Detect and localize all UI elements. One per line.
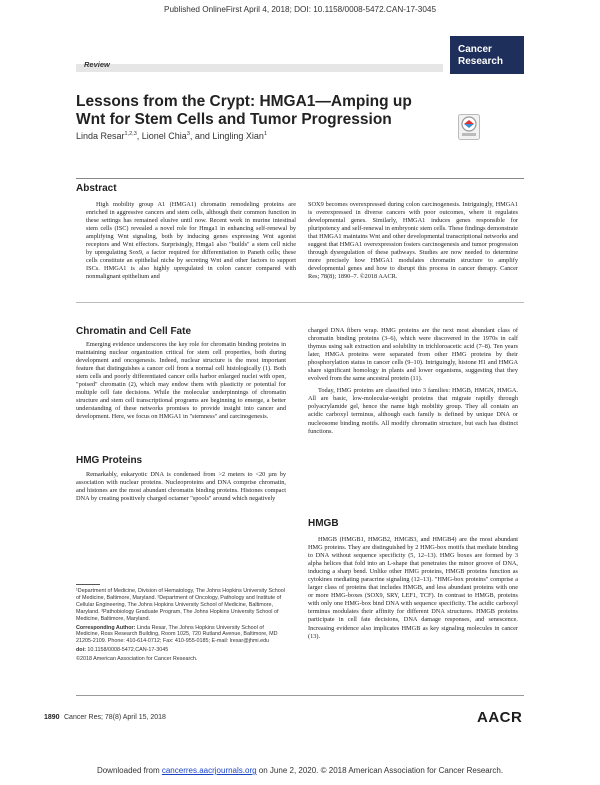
doi-value: 10.1158/0008-5472.CAN-17-3045 xyxy=(85,647,169,654)
abstract-top-rule xyxy=(76,178,524,179)
doi-footnote xyxy=(76,647,288,654)
paragraph: HMGB (HMGB1, HMGB2, HMGB3, and HMGB4) are the most abundant HMG proteins. They are distinguished by 2 HMG-box motifs that mediate binding to DNA without sequence specificity (5, 12–13). HMG boxes are formed by 3 alpha helices that fold into an L-shape that penetrates the minor groove of DNA, inducing a sharp bend. Unlike other HMG proteins, HMGB proteins function as cytokines mediating paracrine signaling (12–13). "HMG-box proteins" comprise a larger class of proteins that includes HMGB, and less abundant proteins with one or more HMG-boxes (SOX9, SRY, LEF1, TCF). In contrast to HMGB, proteins with only one HMG-box bind DNA with sequence specificity. The acidic carboxyl terminus modulates their affinity for different DNA structures. HMGB proteins participate in cell fate decisions, DNA damage responses, and senescence. Increasing evidence also implicates HMGB as key signaling molecules in cancer (13). xyxy=(308,536,518,640)
download-notice xyxy=(0,766,600,775)
author-name: , and Lingling Xian xyxy=(189,131,264,141)
journal-site-link[interactable]: cancerres.aacrjournals.org xyxy=(161,766,257,775)
section-body-hmgb xyxy=(308,536,518,653)
section-heading-hmgb: HMGB xyxy=(308,518,339,529)
right-column-body xyxy=(308,327,518,513)
abstract-right-column: SOX9 becomes overexpressed during colon carcinogenesis. Intriguingly, HMGA1 is overexpressed in diverse cancers with poor outcomes, where it regulates developmental genes. Similarly, HMGA1 induces genes responsible for pluripotency and self-renewal in embryonic stem cells. These findings demonstrate that HMGA1 maintains Wnt and other developmental transcriptional networks and suggest that HMGA1 overexpression fosters carcinogenesis and tumor progression through dysregulation of these pathways. Studies are now needed to determine more precisely how HMGA1 modulates chromatin structure to amplify developmental genes and how to disrupt this process in cancer therapy. Cancer Res; 78(8); 1890–7. ©2018 AACR. xyxy=(308,201,518,281)
paragraph: Today, HMG proteins are classified into 3 families: HMGB, HMGN, HMGA. All are basic, low-molecular-weight proteins that migrate rapidly through polyacrylamide gel, hence the name high mobility group. They all contain an acidic carboxyl terminus, although each family is defined by unique DNA or nucleosome binding motifs. All modify chromatin structure, but each has distinct functions. xyxy=(308,387,518,435)
journal-name-line2: Research xyxy=(458,55,504,67)
affiliations-footnote: ¹Department of Medicine, Division of Hematology, The Johns Hopkins University School of Medicine, Baltimore, Maryland. ²Department of Oncology, Pathology and Institute of Cellular Engineering, The Johns Hopkins University School of Medicine, Baltimore, Maryland. ³Pathobiology Graduate Program, The Johns Hopkins University School of Medicine, Baltimore, Maryland. xyxy=(76,588,285,622)
section-heading-hmg-proteins: HMG Proteins xyxy=(76,455,143,466)
article-title: Lessons from the Crypt: HMGA1—Amping up Wnt for Stem Cells and Tumor Progression xyxy=(76,93,412,128)
doi-label: doi: xyxy=(76,647,86,654)
author-affiliation-marker: 3 xyxy=(186,131,190,137)
section-body-hmg-proteins xyxy=(76,471,286,521)
abstract-heading: Abstract xyxy=(76,183,117,194)
section-bar xyxy=(76,64,443,72)
section-heading-chromatin: Chromatin and Cell Fate xyxy=(76,326,192,337)
published-online-banner: Published OnlineFirst April 4, 2018; DOI: 10.1158/0008-5472.CAN-17-3045 xyxy=(163,5,437,14)
paragraph: Remarkably, eukaryotic DNA is condensed from >2 meters to <20 µm by association with nuclear proteins. Nucleoproteins and DNA comprise chromatin, and histones are the most abundant chromatin binding proteins. Histones compact DNA by creating positively charged octamer "spools" around which negatively xyxy=(76,471,286,503)
crossmark-icon[interactable] xyxy=(458,114,480,140)
journal-citation: Cancer Res; 78(8) April 15, 2018 xyxy=(64,714,166,721)
paragraph: charged DNA fibers wrap. HMG proteins are the next most abundant class of chromatin binding proteins (3–6), which were discovered in the 1970s in calf thymus using salt extraction and solubility in trichloroacetic acid (7–8). Ten years later, HMGA proteins were separated from other HMG proteins by their phosphorylation status in cancer cells (9–10). Intriguingly, histone H1 and HMGA share significant homology in plants and lower organisms, suggesting that they evolved from the same ancestral protein (11). xyxy=(308,327,518,383)
author-affiliation-marker: 1 xyxy=(263,131,267,137)
author-affiliation-marker: 1,2,3 xyxy=(124,131,137,137)
abstract-left-column: High mobility group A1 (HMGA1) chromatin remodeling proteins are enriched in aggressive cancers and stem cells, although their common function in these settings has remained elusive until now. Recent work in murine intestinal stem cells (ISC) revealed a novel role for Hmga1 in enhancing self-renewal by amplifying Wnt signaling, both by inducing genes expressing Wnt agonist receptors and Wnt effectors. Surprisingly, Hmga1 also "builds" a stem cell niche by upregulating Sox9, a factor required for differentiation to Paneth cells; these cells constitute an epithelial niche by secreting Wnt and other factors to support ISCs. HMGA1 is also highly upregulated in colon cancer compared with nonmalignant epithelium and xyxy=(86,201,296,281)
author-name: , Lionel Chia xyxy=(136,131,187,141)
corresponding-author-footnote xyxy=(76,625,288,646)
journal-brand-box xyxy=(450,36,524,74)
paragraph: Emerging evidence underscores the key role for chromatin binding proteins in maintaining nuclear organization critical for stem cell properties, both during development and oncogenesis. Indeed, nuclear structure is the most important feature that distinguishes a cancer cell from a normal cell histologically (1). Both stem cells and poorly differentiated cancer cells harbor enlarged nuclei with open, "poised" chromatin (2), which may endow them with plasticity or potential for multiple cell fate decisions. While the molecular underpinnings of chromatin structure and stem cell transcriptional programs are beginning to emerge, a better understanding of these networks promises to provide insight into cancer and development. Here, we focus on HMGA1 in "stemness" and carcinogenesis. xyxy=(76,341,286,421)
footnote-rule xyxy=(76,584,100,585)
aacr-logo: AACR xyxy=(477,709,523,726)
abstract-bottom-rule xyxy=(76,302,524,303)
download-prefix: Downloaded from xyxy=(96,766,162,775)
corresponding-author-details: Linda Resar, The Johns Hopkins University School of Medicine, Ross Research Building, Room 1025, 720 Rutland Avenue, Baltimore, MD 21205-2109. Phone: 410-614-0712; Fax: 410-955-0185; E-mail: lresar@jhmi.edu xyxy=(76,624,278,645)
journal-name-line1: Cancer xyxy=(458,44,492,55)
author-name: Linda Resar xyxy=(76,131,125,141)
section-label: Review xyxy=(84,60,110,69)
section-body-chromatin xyxy=(76,341,286,447)
footnotes xyxy=(76,588,288,665)
author-list xyxy=(76,131,267,141)
page-number: 1890 xyxy=(44,714,60,721)
footer-rule xyxy=(76,695,524,696)
download-suffix: on June 2, 2020. © 2018 American Association for Cancer Research. xyxy=(256,766,504,775)
copyright-footnote: ©2018 American Association for Cancer Research. xyxy=(76,656,198,663)
corresponding-author-label: Corresponding Author: xyxy=(76,624,136,631)
